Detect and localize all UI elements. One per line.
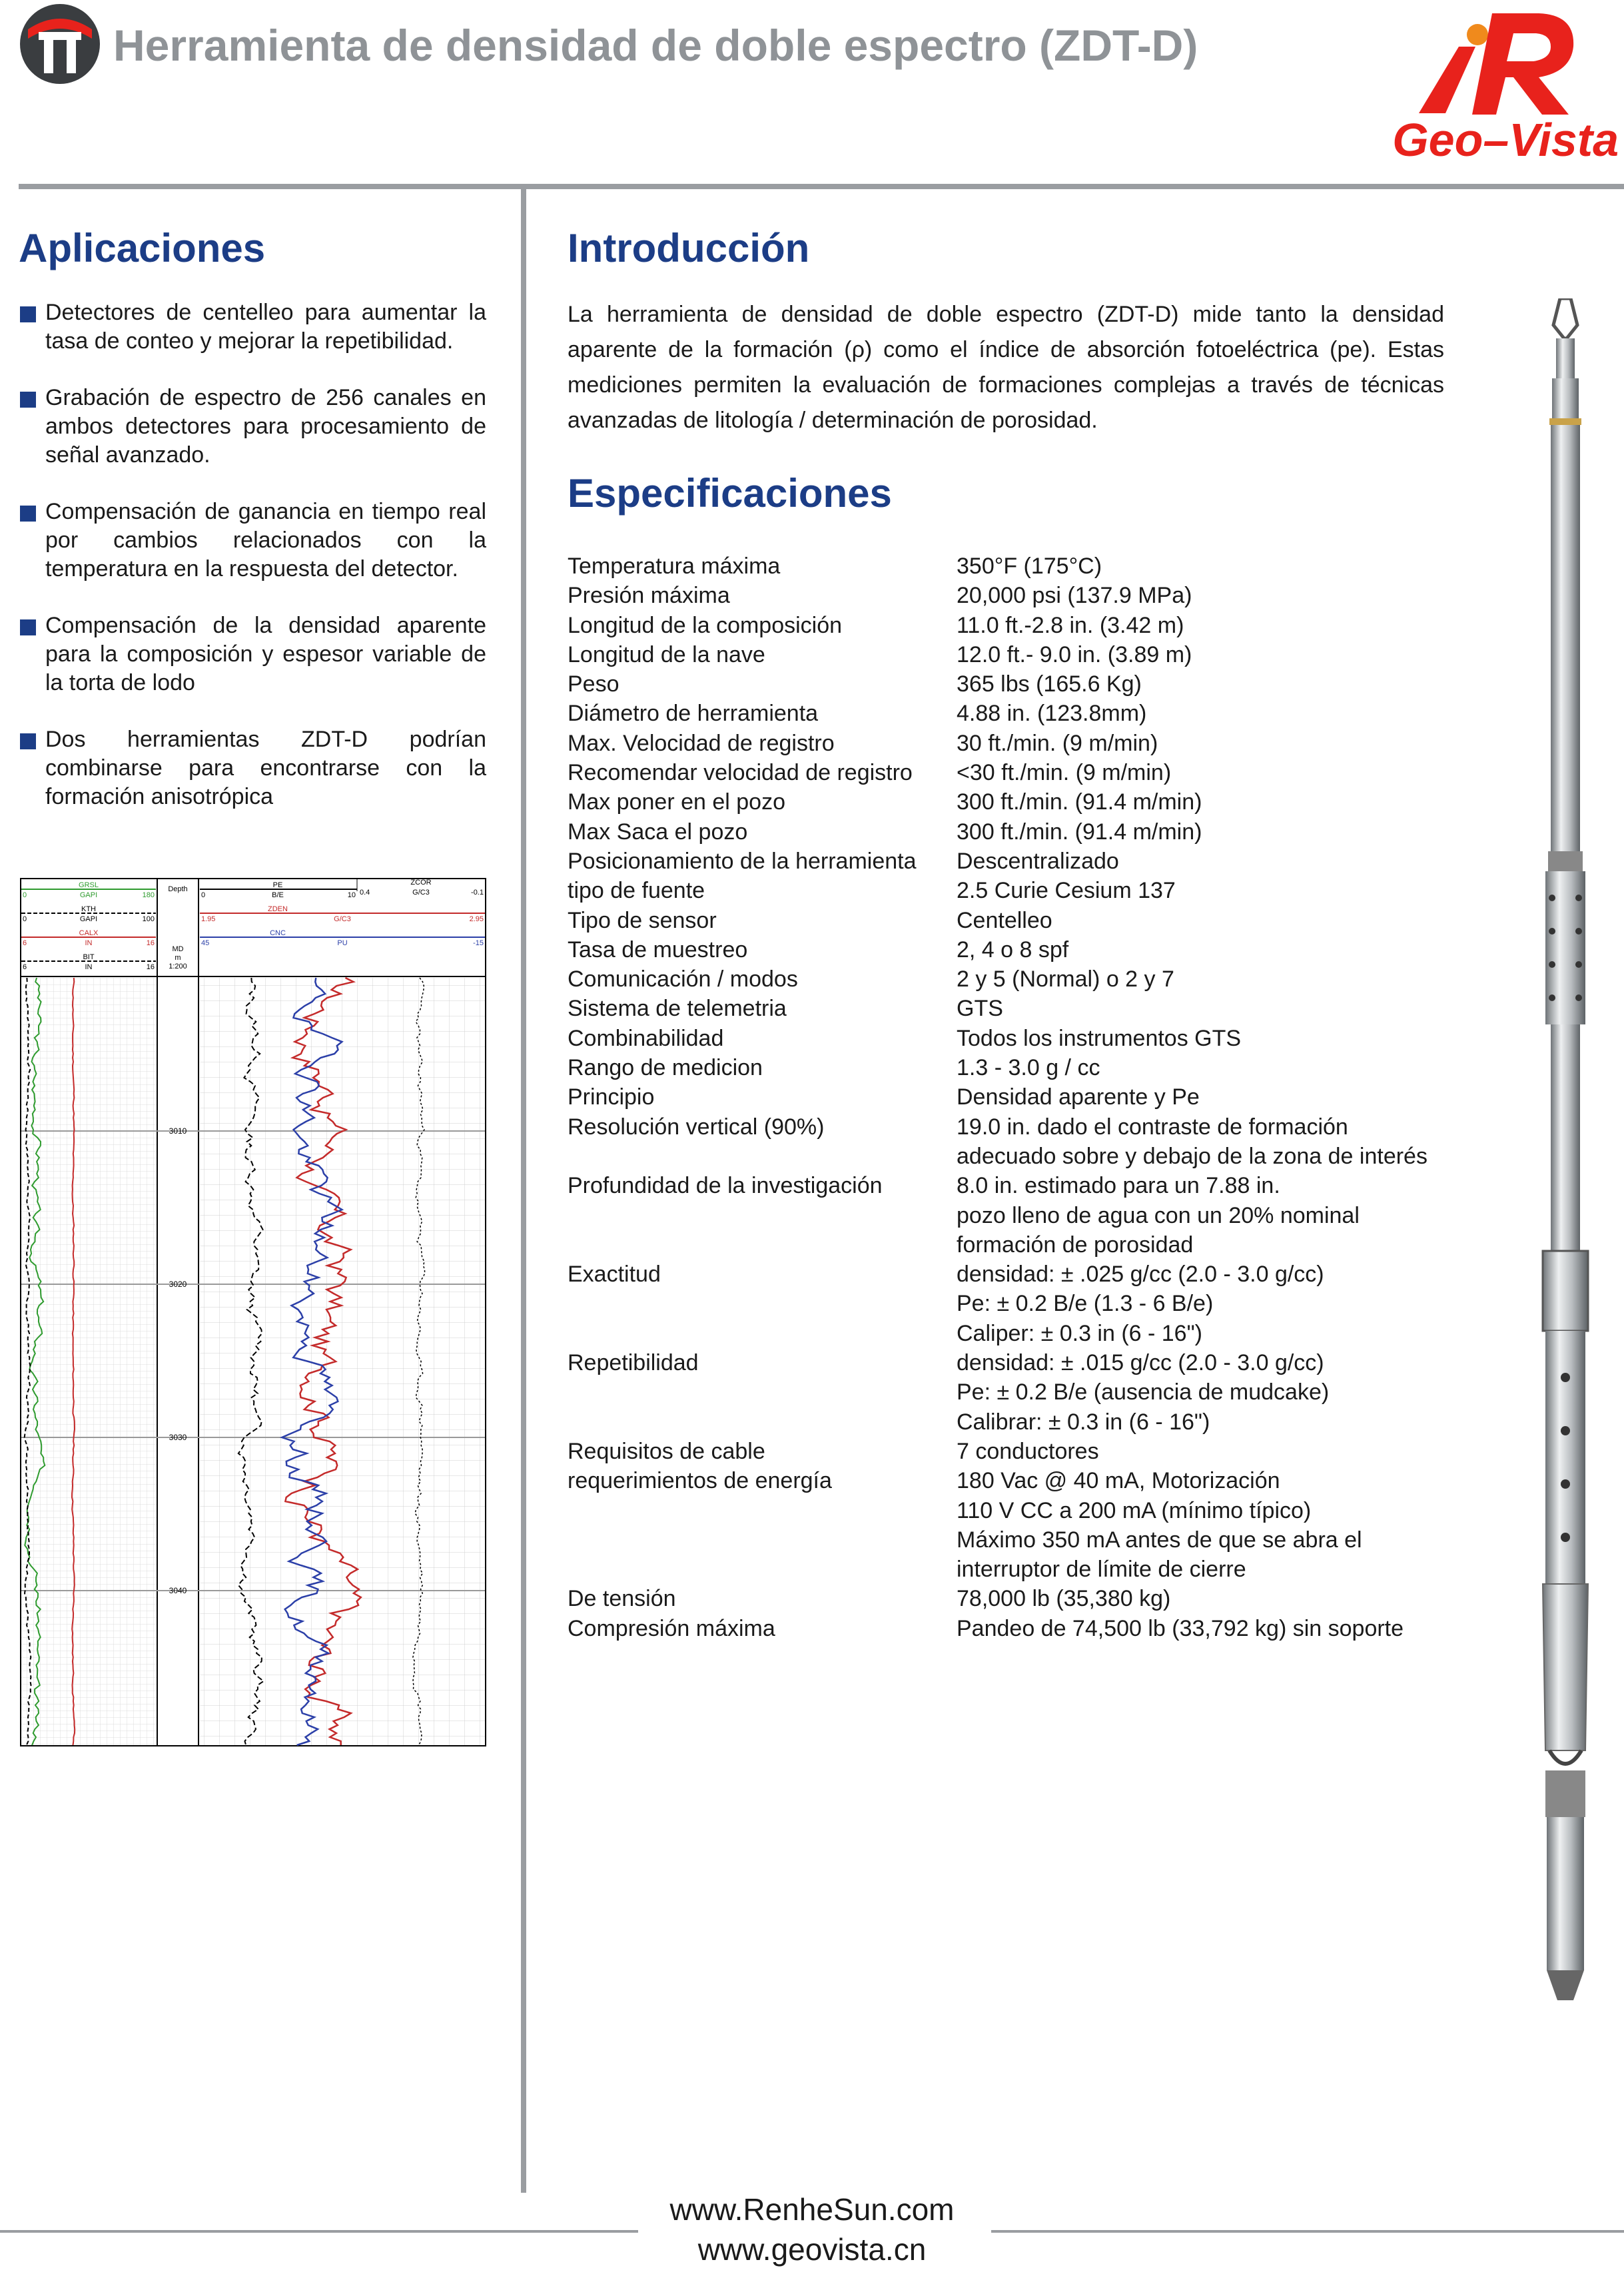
- spec-label: requerimientos de energía: [568, 1468, 832, 1494]
- spec-value: Máximo 350 mA antes de que se abra el: [957, 1527, 1362, 1553]
- list-item: Grabación de espectro de 256 canales en ambos detectores para procesamiento de señal avanzado.: [20, 384, 486, 470]
- spec-row: [568, 729, 1473, 758]
- spec-label: Resolución vertical (90%): [568, 1114, 825, 1140]
- scale-min: 0: [23, 915, 27, 923]
- spec-label: [568, 1407, 957, 1437]
- spec-row: [568, 758, 1473, 787]
- scale-min: 1.95: [201, 915, 216, 923]
- spec-value: interruptor de límite de cierre: [957, 1557, 1246, 1583]
- spec-row: [568, 1466, 1473, 1495]
- depth-md: MD: [172, 945, 184, 953]
- scale-max: 16: [146, 939, 155, 947]
- spec-value: <30 ft./min. (9 m/min): [957, 760, 1172, 786]
- spec-label: Tasa de muestreo: [568, 937, 748, 962]
- spec-label: [568, 1230, 957, 1260]
- spec-value: Pandeo de 74,500 lb (33,792 kg) sin soporte: [957, 1615, 1404, 1641]
- spec-row: [568, 611, 1473, 640]
- curve-unit: IN: [85, 963, 93, 971]
- curve-name: BIT: [83, 953, 95, 961]
- spec-value: 30 ft./min. (9 m/min): [957, 730, 1158, 756]
- spec-value: pozo lleno de agua con un 20% nominal: [957, 1202, 1360, 1228]
- spec-label: [568, 1525, 957, 1555]
- spec-label: Longitud de la nave: [568, 641, 765, 667]
- spec-value: 7 conductores: [957, 1438, 1099, 1464]
- renhe-logo-icon: [19, 3, 101, 85]
- spec-value: Todos los instrumentos GTS: [957, 1025, 1242, 1051]
- scale-max: -15: [473, 939, 484, 947]
- spec-label: Rango de medicion: [568, 1055, 763, 1081]
- spec-value: 78,000 lb (35,380 kg): [957, 1586, 1171, 1612]
- spec-value: 8.0 in. estimado para un 7.88 in.: [957, 1173, 1280, 1199]
- spec-row: [568, 1437, 1473, 1466]
- list-item: Detectores de centelleo para aumentar la tasa de conteo y mejorar la repetibilidad.: [20, 298, 486, 356]
- spec-label: Presión máxima: [568, 583, 730, 609]
- spec-value: 2.5 Curie Cesium 137: [957, 878, 1176, 904]
- scale-max: 10: [347, 891, 356, 899]
- curve-unit: B/E: [272, 891, 284, 899]
- spec-value: Pe: ± 0.2 B/e (1.3 - 6 B/e): [957, 1291, 1214, 1317]
- spec-row: [568, 1614, 1473, 1643]
- footer-url-geovista[interactable]: www.geovista.cn: [697, 2232, 927, 2267]
- scale-min: 6: [23, 939, 27, 947]
- spec-label: Longitud de la composición: [568, 612, 843, 638]
- applications-heading: Aplicaciones: [19, 226, 266, 270]
- spec-label: Profundidad de la investigación: [568, 1173, 883, 1199]
- spec-value: 300 ft./min. (91.4 m/min): [957, 789, 1202, 815]
- spec-row: [568, 935, 1473, 964]
- spec-row: [568, 787, 1473, 817]
- scale-min: 0.4: [360, 889, 370, 897]
- curve-unit: IN: [85, 939, 93, 947]
- curve-name: CALX: [79, 929, 99, 937]
- spec-value: Caliper: ± 0.3 in (6 - 16"): [957, 1320, 1202, 1346]
- depth-value: 3010: [169, 1126, 187, 1136]
- spec-row: [568, 1319, 1473, 1348]
- spec-value: 1.3 - 3.0 g / cc: [957, 1055, 1100, 1081]
- spec-value: densidad: ± .025 g/cc (2.0 - 3.0 g/cc): [957, 1262, 1324, 1288]
- spec-label: [568, 1289, 957, 1318]
- spec-row: [568, 1555, 1473, 1584]
- spec-value: Densidad aparente y Pe: [957, 1084, 1200, 1110]
- well-log-chart: [20, 878, 486, 1746]
- spec-row: [568, 847, 1473, 876]
- spec-row: [568, 1230, 1473, 1260]
- scale-max: 2.95: [469, 915, 484, 923]
- curve-unit: PU: [337, 939, 348, 947]
- introduction-text: La herramienta de densidad de doble espectro (ZDT-D) mide tanto la densidad aparente de la formación (ρ) como el índice de absorción fotoeléctrica (pe). Estas mediciones permiten la evaluación de formaciones complejas a través de técnicas avanzadas de litología / determinación de porosidad.: [568, 302, 1444, 433]
- spec-value: formación de porosidad: [957, 1232, 1194, 1258]
- spec-value: GTS: [957, 996, 1003, 1022]
- spec-row: [568, 640, 1473, 669]
- spec-row: [568, 669, 1473, 699]
- spec-label: Diámetro de herramienta: [568, 701, 819, 727]
- depth-label: Depth: [168, 885, 188, 893]
- spec-row: [568, 1584, 1473, 1613]
- square-bullet-icon: [20, 733, 36, 749]
- spec-row: [568, 817, 1473, 847]
- scale-min: 0: [201, 891, 206, 899]
- list-item: Dos herramientas ZDT-D podrían combinarse para encontrarse con la formación anisotrópica: [20, 725, 486, 811]
- curve-unit: G/C3: [334, 915, 351, 923]
- spec-row: [568, 994, 1473, 1023]
- spec-value: 4.88 in. (123.8mm): [957, 701, 1147, 727]
- spec-label: Comunicación / modos: [568, 966, 798, 992]
- spec-value: 12.0 ft.- 9.0 in. (3.89 m): [957, 641, 1192, 667]
- spec-value: Centelleo: [957, 907, 1052, 933]
- spec-value: 19.0 in. dado el contraste de formación: [957, 1114, 1348, 1140]
- spec-label: Temperatura máxima: [568, 554, 781, 579]
- curve-name: ZDEN: [268, 905, 288, 913]
- spec-label: Exactitud: [568, 1262, 661, 1288]
- spec-label: Max. Velocidad de registro: [568, 730, 835, 756]
- scale-max: 100: [142, 915, 155, 923]
- spec-row: [568, 1407, 1473, 1437]
- spec-label: [568, 1201, 957, 1230]
- depth-scale: 1:200: [169, 962, 187, 970]
- spec-row: [568, 699, 1473, 728]
- page-title: Herramienta de densidad de doble espectro (ZDT-D): [113, 21, 1198, 70]
- spec-label: [568, 1496, 957, 1525]
- company-logo: [19, 3, 101, 85]
- spec-row: [568, 1201, 1473, 1230]
- spec-label: Sistema de telemetria: [568, 996, 787, 1022]
- depth-value: 3040: [169, 1586, 187, 1595]
- scale-min: 0: [23, 891, 27, 899]
- spec-value: Calibrar: ± 0.3 in (6 - 16"): [957, 1409, 1210, 1435]
- scale-max: 16: [146, 963, 155, 971]
- spec-value: adecuado sobre y debajo de la zona de interés: [957, 1143, 1427, 1169]
- curve-unit: G/C3: [412, 889, 430, 897]
- spec-label: Max poner en el pozo: [568, 789, 785, 815]
- spec-row: [568, 1289, 1473, 1318]
- spec-label: Max Saca el pozo: [568, 819, 748, 845]
- spec-label: De tensión: [568, 1586, 676, 1612]
- curve-name: PE: [272, 881, 283, 889]
- scale-min: 6: [23, 963, 27, 971]
- spec-row: [568, 581, 1473, 610]
- spec-value: 300 ft./min. (91.4 m/min): [957, 819, 1202, 845]
- spec-label: tipo de fuente: [568, 878, 705, 904]
- spec-label: [568, 1142, 957, 1171]
- list-item: Compensación de la densidad aparente para la composición y espesor variable de la torta de lodo: [20, 611, 486, 697]
- spec-label: Posicionamiento de la herramienta: [568, 848, 917, 874]
- spec-row: [568, 1525, 1473, 1555]
- spec-label: [568, 1377, 957, 1407]
- spec-label: Combinabilidad: [568, 1025, 724, 1051]
- square-bullet-icon: [20, 619, 36, 635]
- logging-tool-icon: [1525, 298, 1605, 2004]
- spec-label: Repetibilidad: [568, 1350, 699, 1376]
- spec-row: [568, 552, 1473, 581]
- column-divider: [521, 189, 526, 2193]
- well-log-svg: [20, 878, 486, 1746]
- spec-value: Descentralizado: [957, 848, 1119, 874]
- spec-value: 20,000 psi (137.9 MPa): [957, 583, 1192, 609]
- footer-url-renhesun[interactable]: www.RenheSun.com: [669, 2192, 955, 2227]
- specifications-heading: Especificaciones: [568, 471, 892, 516]
- spec-value: 350°F (175°C): [957, 554, 1102, 579]
- spec-row: [568, 1348, 1473, 1377]
- curve-unit: GAPI: [79, 891, 98, 899]
- square-bullet-icon: [20, 506, 36, 522]
- curve-unit: GAPI: [79, 915, 98, 923]
- square-bullet-icon: [20, 306, 36, 322]
- spec-value: Pe: ± 0.2 B/e (ausencia de mudcake): [957, 1379, 1330, 1405]
- spec-value: 180 Vac @ 40 mA, Motorización: [957, 1468, 1280, 1494]
- spec-value: 2 y 5 (Normal) o 2 y 7: [957, 966, 1174, 992]
- introduction-heading: Introducción: [568, 226, 810, 270]
- applications-list: [20, 298, 486, 839]
- list-item: Compensación de ganancia en tiempo real por cambios relacionados con la temperatura en la respuesta del detector.: [20, 498, 486, 583]
- spec-label: Compresión máxima: [568, 1615, 775, 1641]
- spec-label: Peso: [568, 671, 619, 697]
- curve-name: KTH: [81, 905, 96, 913]
- spec-value: 11.0 ft.-2.8 in. (3.42 m): [957, 612, 1184, 638]
- scale-max: 180: [142, 891, 155, 899]
- spec-label: Principio: [568, 1084, 655, 1110]
- scale-max: -0.1: [471, 889, 484, 897]
- spec-row: [568, 1112, 1473, 1142]
- brand-name: Geo–Vista: [1392, 114, 1619, 166]
- spec-label: [568, 1319, 957, 1348]
- depth-value: 3020: [169, 1280, 187, 1289]
- spec-value: 2, 4 o 8 spf: [957, 937, 1069, 962]
- square-bullet-icon: [20, 392, 36, 408]
- spec-label: Requisitos de cable: [568, 1438, 765, 1464]
- header-divider: [19, 184, 1624, 189]
- spec-row: [568, 1053, 1473, 1082]
- depth-value: 3030: [169, 1433, 187, 1442]
- spec-value: densidad: ± .015 g/cc (2.0 - 3.0 g/cc): [957, 1350, 1324, 1376]
- zdt-d-tool-image: [1525, 298, 1605, 2004]
- spec-value: 365 lbs (165.6 Kg): [957, 671, 1142, 697]
- spec-label: Tipo de sensor: [568, 907, 717, 933]
- spec-value: 110 V CC a 200 mA (mínimo típico): [957, 1497, 1312, 1523]
- spec-row: [568, 1377, 1473, 1407]
- curve-name: CNC: [270, 929, 286, 937]
- spec-label: [568, 1555, 957, 1584]
- curve-name: ZCOR: [410, 879, 432, 887]
- spec-row: [568, 1024, 1473, 1053]
- spec-row: [568, 1496, 1473, 1525]
- spec-label: Recomendar velocidad de registro: [568, 760, 913, 786]
- spec-row: [568, 906, 1473, 935]
- spec-row: [568, 1142, 1473, 1171]
- spec-row: [568, 1082, 1473, 1112]
- curve-name: GRSL: [79, 881, 99, 889]
- spec-row: [568, 1171, 1473, 1200]
- spec-row: [568, 876, 1473, 905]
- geovista-logo: [1339, 0, 1619, 173]
- depth-unit: m: [175, 954, 181, 962]
- spec-row: [568, 1260, 1473, 1289]
- spec-row: [568, 964, 1473, 994]
- scale-min: 45: [201, 939, 210, 947]
- specifications-table: [568, 552, 1473, 1643]
